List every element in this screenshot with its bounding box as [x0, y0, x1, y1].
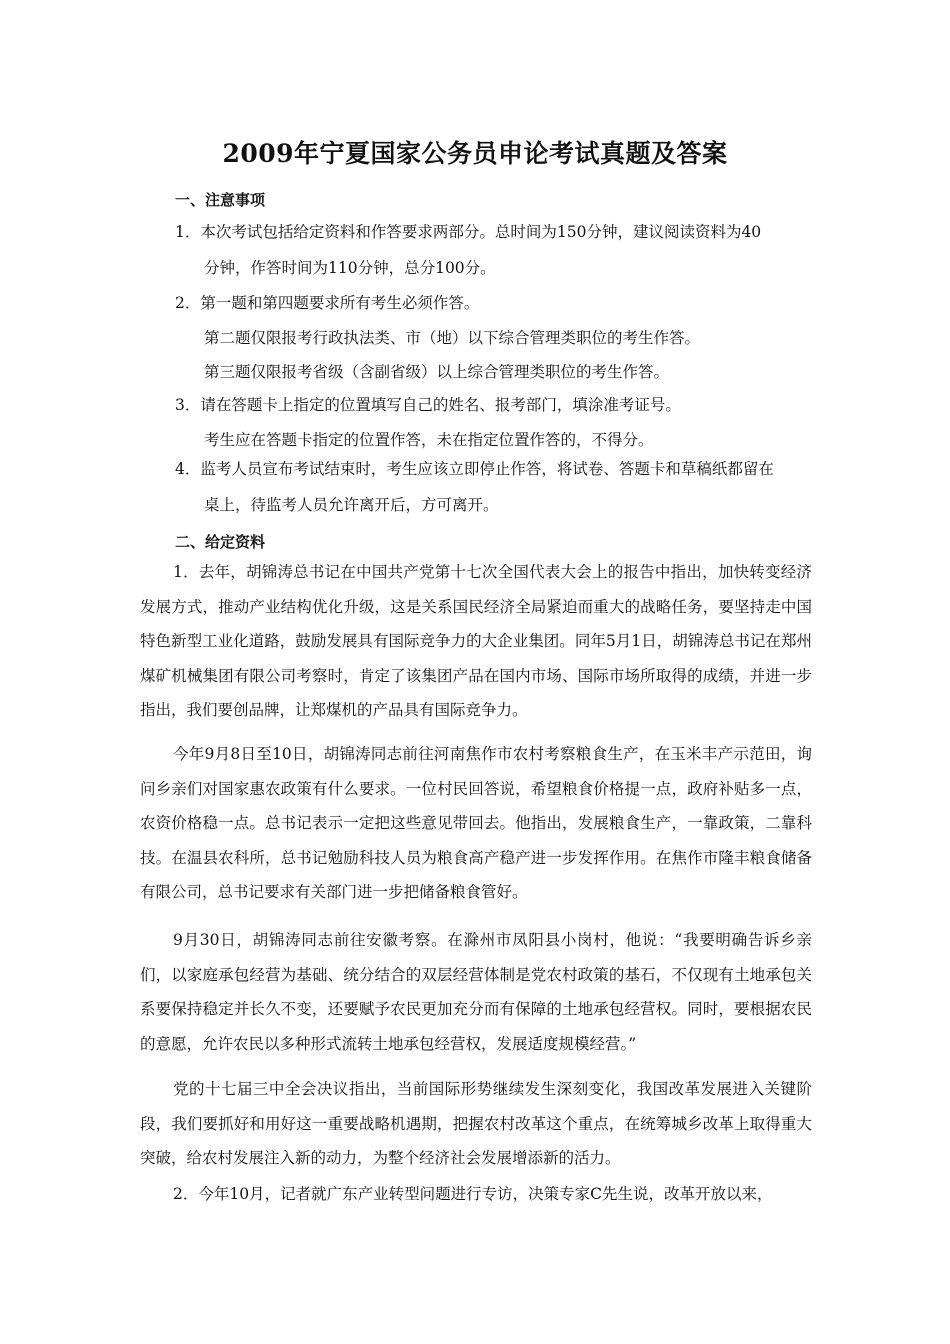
notice-item-4-line2: 桌上，待监考人员允许离开后，方可离开。	[204, 496, 499, 514]
material-paragraph-5: 2．今年10月，记者就广东产业转型问题进行专访，决策专家C先生说，改革开放以来，	[173, 1185, 773, 1203]
notice-item-2-line2: 第二题仅限报考行政执法类、市（地）以下综合管理类职位的考生作答。	[204, 328, 701, 347]
material-paragraph-3: 9月30日，胡锦涛同志前往安徽考察。在滁州市凤阳县小岗村，他说：“我要明确告诉乡亲们，以家庭承包经营为基础、统分结合的双层经营体制是党农村政策的基石，不仅现有土地承包关系要保持稳定并长久不变，还要赋予农民更加充分而有保障的土地承包经营权。同时，要根据农民的意愿，允许农民以多种形式流转土地承包经营权，发展适度规模经营。”	[140, 931, 812, 1053]
notice-item-2-line1: 2．第一题和第四题要求所有考生必须作答。	[175, 294, 480, 312]
page-title: 2009年宁夏国家公务员申论考试真题及答案	[222, 139, 728, 168]
material-paragraph-1: 1．去年，胡锦涛总书记在中国共产党第十七次全国代表大会上的报告中指出，加快转变经济发展方式，推动产业结构优化升级，这是关系国民经济全局紧迫而重大的战略任务，要坚持走中国特色新型工业化道路，鼓励发展具有国际竞争力的大企业集团。同年5月1日，胡锦涛总书记在郑州煤矿机械集团有限公司考察时，肯定了该集团产品在国内市场、国际市场所取得的成绩，并进一步指出，我们要创品牌，让郑煤机的产品具有国际竞争力。	[140, 563, 812, 719]
notice-item-2-line3: 第三题仅限报考省级（含副省级）以上综合管理类职位的考生作答。	[204, 363, 670, 381]
notice-item-3-line2: 考生应在答题卡指定的位置作答，未在指定位置作答的，不得分。	[204, 430, 654, 449]
section-heading-notes: 一、注意事项	[175, 191, 266, 209]
notice-item-3	[175, 388, 815, 457]
material-paragraph-2: 今年9月8日至10日，胡锦涛同志前往河南焦作市农村考察粮食生产，在玉米丰产示范田，询问乡亲们对国家惠农政策有什么要求。一位村民回答说，希望粮食价格提一点，政府补贴多一点，农资价格稳一点。总书记表示一定把这些意见带回去。他指出，发展粮食生产，一靠政策，二靠科技。在温县农科所，总书记勉励科技人员为粮食高产稳产进一步发挥作用。在焦作市隆丰粮食储备有限公司，总书记要求有关部门进一步把储备粮食管好。	[140, 745, 812, 901]
notice-item-3-line1: 3．请在答题卡上指定的位置填写自己的姓名、报考部门，填涂准考证号。	[175, 396, 681, 414]
notice-item-4	[175, 451, 815, 523]
notice-item-1-line1: 1．本次考试包括给定资料和作答要求两部分。总时间为150分钟，建议阅读资料为40	[175, 223, 762, 241]
notice-item-2	[175, 286, 815, 390]
section-heading-materials: 二、给定资料	[175, 533, 266, 551]
notice-item-1-line2: 分钟，作答时间为110分钟，总分100分。	[204, 259, 496, 277]
material-paragraph-4: 党的十七届三中全会决议指出，当前国际形势继续发生深刻变化，我国改革发展进入关键阶段，我们要抓好和用好这一重要战略机遇期，把握农村改革这个重点，在统筹城乡改革上取得重大突破，给农村发展注入新的动力，为整个经济社会发展增添新的活力。	[140, 1080, 812, 1167]
notice-item-4-line1: 4．监考人员宣布考试结束时，考生应该立即停止作答，将试卷、答题卡和草稿纸都留在	[175, 460, 774, 478]
notice-item-1	[175, 214, 815, 286]
